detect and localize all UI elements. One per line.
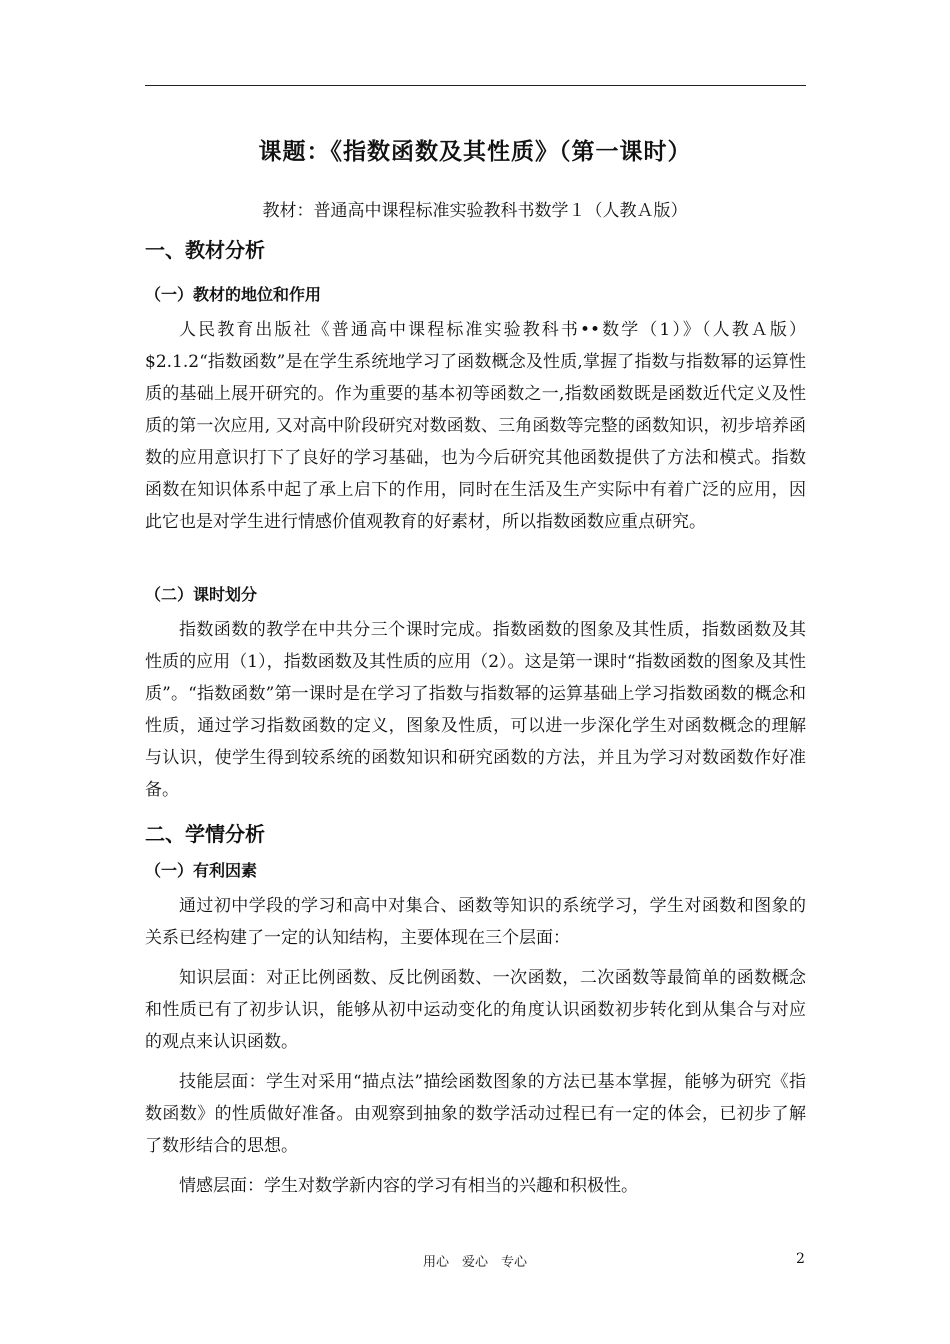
- paragraph-skill-level: 技能层面：学生对采用“描点法”描绘函数图象的方法已基本掌握，能够为研究《指数函数》的性质做好准备。由观察到抽象的数学活动过程已有一定的体会，已初步了解了数形结合的思想。: [145, 1072, 806, 1156]
- header-rule: [145, 85, 806, 86]
- textbook-line: 教材：普通高中课程标准实验教科书数学１（人教Ａ版）: [262, 201, 688, 221]
- paragraph-knowledge-level: 知识层面：对正比例函数、反比例函数、一次函数，二次函数等最简单的函数概念和性质已有了初步认识，能够从初中运动变化的角度认识函数初步转化到从集合与对应的观点来认识函数。: [145, 968, 806, 1052]
- subsection-heading-lessons: （二）课时划分: [145, 585, 258, 604]
- subsection-heading-role: （一）教材的地位和作用: [145, 285, 322, 304]
- paragraph-favorable-intro: 通过初中学段的学习和高中对集合、函数等知识的系统学习，学生对函数和图象的关系已经构建了一定的认知结构，主要体现在三个层面：: [145, 896, 806, 948]
- page-number: 2: [796, 1251, 805, 1267]
- subsection-heading-favorable: （一）有利因素: [145, 861, 258, 880]
- paragraph-emotion-level: 情感层面：学生对数学新内容的学习有相当的兴趣和积极性。: [179, 1176, 638, 1196]
- footer-slogan: 用心 爱心 专心: [422, 1255, 527, 1270]
- paragraph-lessons: 指数函数的教学在中共分三个课时完成。指数函数的图象及其性质，指数函数及其性质的应用（1），指数函数及其性质的应用（2）。这是第一课时“指数函数的图象及其性质”。“指数函数”第一课时是在学习了指数与指数幂的运算基础上学习指数函数的概念和性质，通过学习指数函数的定义，图象及性质，可以进一步深化学生对函数概念的理解与认识，使学生得到较系统的函数知识和研究函数的方法，并且为学习对数函数作好准备。: [145, 620, 806, 800]
- section-heading-textbook-analysis: 一、教材分析: [145, 238, 265, 262]
- document-title: 课题：《指数函数及其性质》（第一课时）: [258, 139, 692, 165]
- paragraph-role: 人民教育出版社《普通高中课程标准实验教科书••数学（1）》（人教Ａ版）$2.1.2“指数函数”是在学生系统地学习了函数概念及性质,掌握了指数与指数幂的运算性质的基础上展开研究的。作为重要的基本初等函数之一,指数函数既是函数近代定义及性质的第一次应用, 又对高中阶段研究对数函数、三角函数等完整的函数知识，初步培养函数的应用意识打下了良好的学习基础，也为今后研究其他函数提供了方法和模式。指数函数在知识体系中起了承上启下的作用，同时在生活及生产实际中有着广泛的应用，因此它也是对学生进行情感价值观教育的好素材，所以指数函数应重点研究。: [145, 320, 806, 532]
- section-heading-student-analysis: 二、学情分析: [145, 822, 265, 846]
